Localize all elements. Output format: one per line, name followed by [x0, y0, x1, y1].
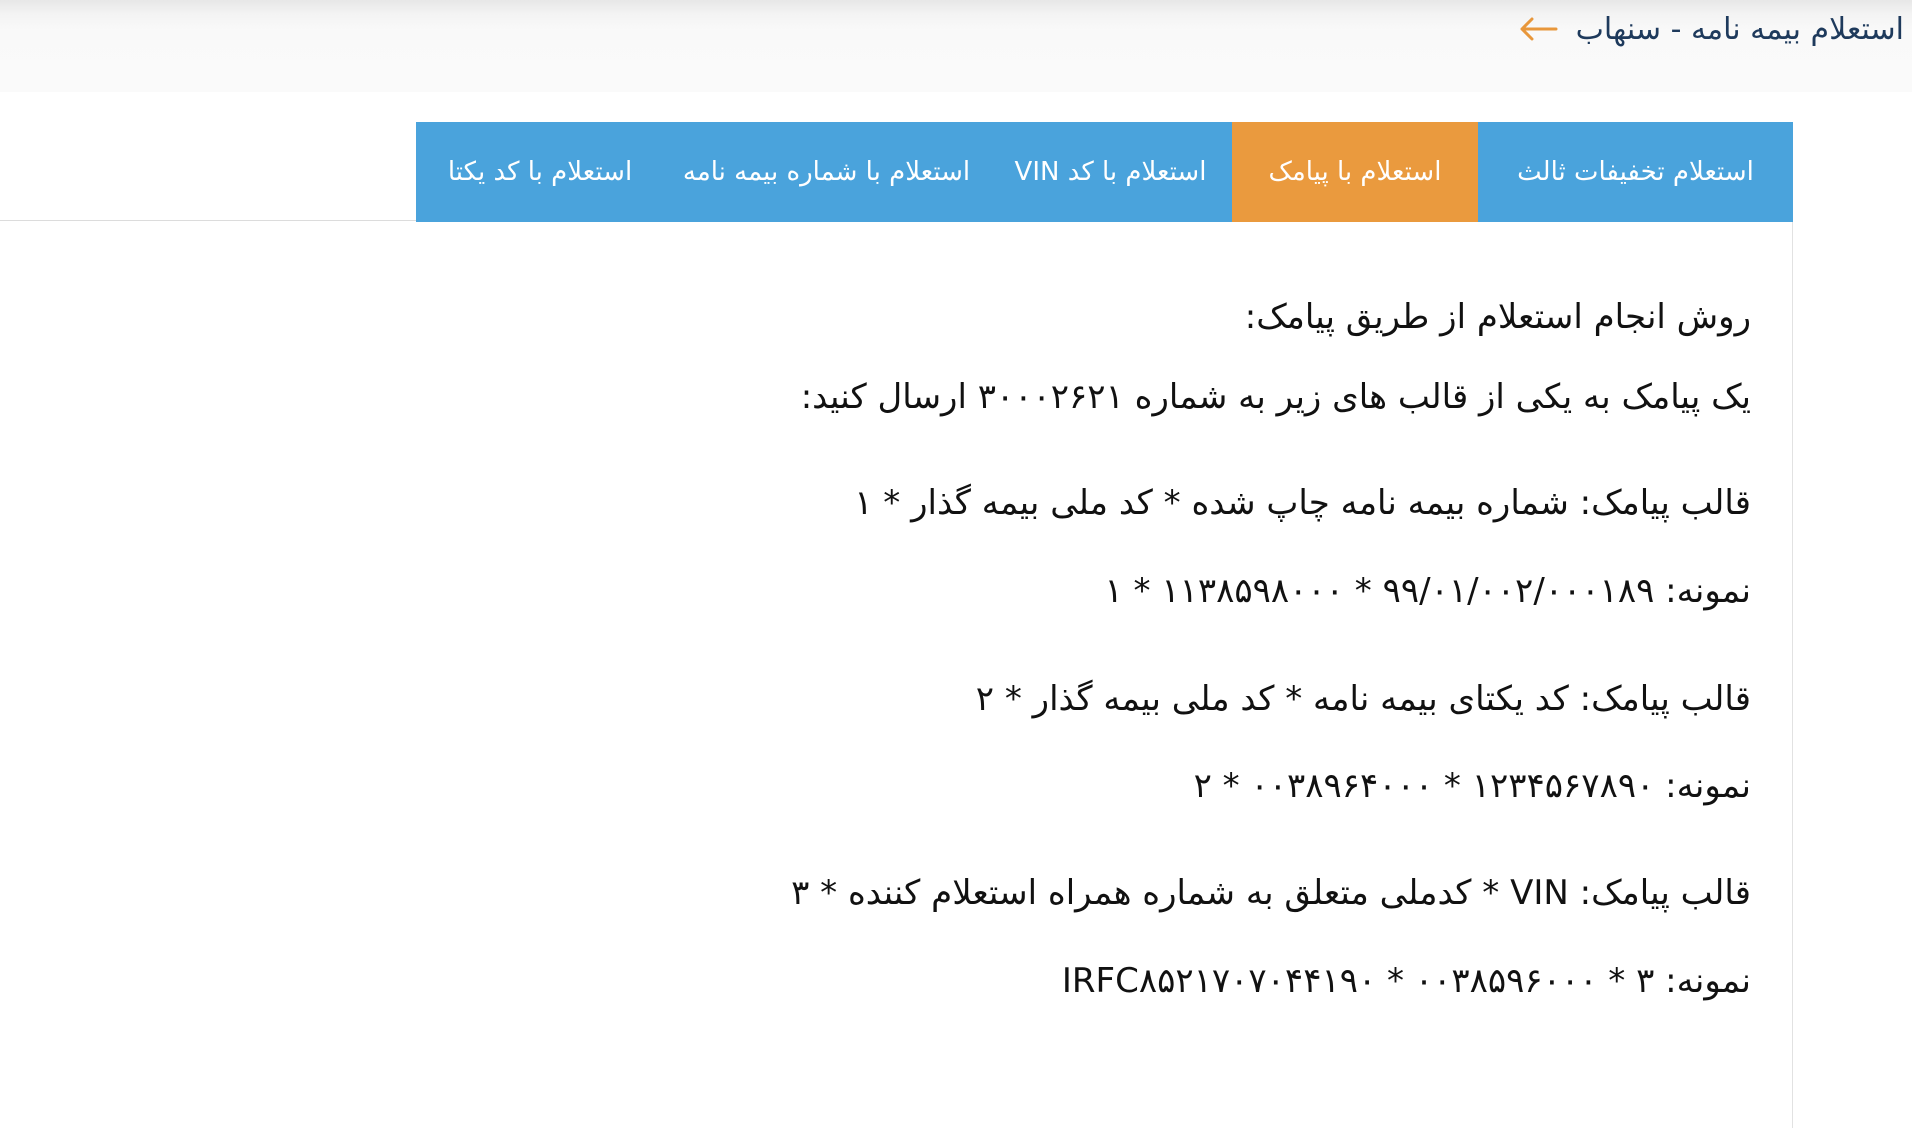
top-bar: [0, 0, 1912, 92]
tab-third-party-discounts[interactable]: استعلام تخفیفات ثالث: [1478, 122, 1793, 222]
tab-sms[interactable]: استعلام با پیامک: [1232, 122, 1478, 222]
tab-policy-number[interactable]: استعلام با شماره بیمه نامه: [664, 122, 989, 222]
sms-example-1: نمونه: ۹۹/۰۱/۰۰۲/۰۰۰۱۸۹ * ۱۱۳۸۵۹۸۰۰۰ * ۱: [1104, 571, 1751, 611]
tab-vin-code[interactable]: استعلام با کد VIN: [989, 122, 1232, 222]
instructions-text: یک پیامک به یکی از قالب های زیر به شماره ۳۰۰۰۲۶۲۱ ارسال کنید:: [800, 377, 1751, 417]
instructions-heading: روش انجام استعلام از طریق پیامک:: [1244, 297, 1751, 337]
sms-format-2: قالب پیامک: کد یکتای بیمه نامه * کد ملی بیمه گذار * ۲: [975, 679, 1751, 719]
tab-bar: [416, 122, 1793, 222]
page-title: استعلام بیمه نامه - سنهاب: [1575, 11, 1904, 47]
page-header: [1518, 8, 1904, 50]
sms-format-3: قالب پیامک: VIN * کدملی متعلق به شماره همراه استعلام کننده * ۳: [791, 873, 1751, 913]
content-border: [1792, 221, 1793, 1128]
sms-example-3: نمونه: IRFC۸۵۲۱۷۰۷۰۴۴۱۹۰ * ۰۰۳۸۵۹۶۰۰۰ * ۳: [1061, 961, 1751, 1001]
sms-example-2: نمونه: ۱۲۳۴۵۶۷۸۹۰ * ۰۰۳۸۹۶۴۰۰۰ * ۲: [1193, 766, 1751, 806]
tab-unique-code[interactable]: استعلام با کد یکتا: [416, 122, 664, 222]
arrow-left-icon[interactable]: [1518, 17, 1558, 41]
sms-format-1: قالب پیامک: شماره بیمه نامه چاپ شده * کد ملی بیمه گذار * ۱: [854, 483, 1751, 523]
